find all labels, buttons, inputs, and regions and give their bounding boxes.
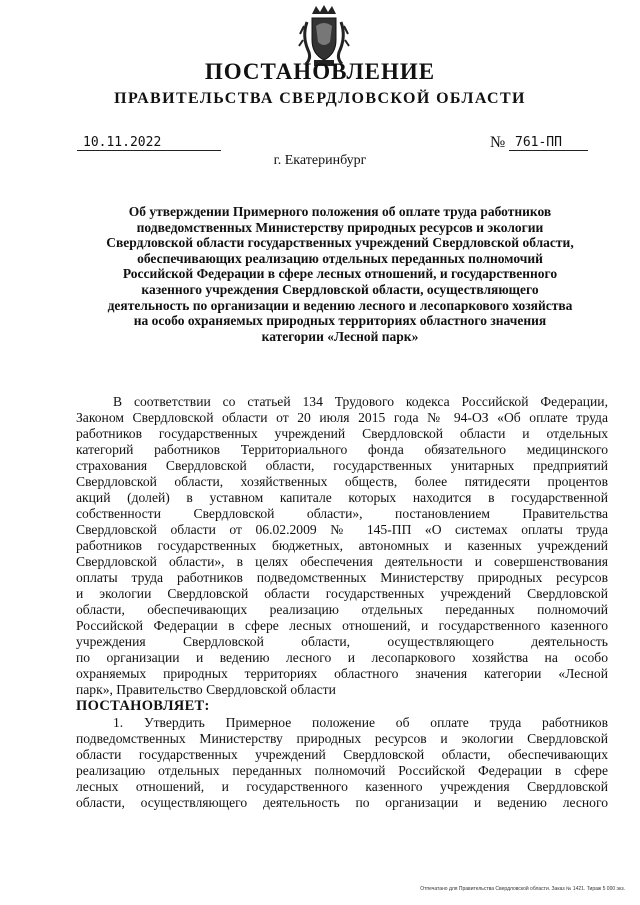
document-number: 761-ПП: [509, 134, 588, 151]
heading-line: Об утверждении Примерного положения об оплате труда работников: [128, 204, 552, 219]
heading-line: Российской Федерации в сфере лесных отношений, и государственного: [122, 266, 558, 282]
print-footer-note: Отпечатано для Правительства Свердловской области. Заказ № 1421. Тираж 5 000 экз.: [420, 886, 625, 892]
item-line: лесных отношений, и государственного казенного учреждения Свердловской: [76, 779, 608, 794]
issuing-authority: ПРАВИТЕЛЬСТВА СВЕРДЛОВСКОЙ ОБЛАСТИ: [114, 90, 526, 107]
item-line: реализацию отдельных переданных полномочий Российской Федерации в сфере: [76, 763, 608, 778]
preamble-line: работников государственных учреждений Свердловской области и отдельных: [76, 426, 608, 441]
document-title: ПОСТАНОВЛЕНИЕ: [204, 59, 436, 84]
item-line: подведомственных Министерству природных ресурсов и экологии Свердловской: [76, 731, 608, 746]
preamble-line: категорий работников Территориального фонда обязательного медицинского: [76, 442, 608, 457]
preamble-line: учреждения Свердловской области, осуществляющего деятельность: [76, 634, 608, 649]
item-line: области, осуществляющего деятельность по организации и ведению лесного: [76, 795, 608, 810]
heading-line: деятельность по организации и ведению лесного и лесопаркового хозяйства: [107, 297, 573, 313]
item-line: области государственных учреждений Свердловской области, обеспечивающих: [76, 747, 608, 762]
preamble-line: Российской Федерации в сфере лесных отношений, и государственного казенного: [76, 618, 608, 633]
preamble-line: Свердловской области», в целях обеспечения деятельности и совершенствования: [76, 554, 608, 569]
preamble-line: и экологии Свердловской области государственных учреждений Свердловской: [76, 586, 608, 601]
preamble-line: В соответствии со статьей 134 Трудового кодекса Российской Федерации,: [113, 394, 608, 409]
preamble-line: по организации и ведению лесного и лесопаркового хозяйства на особо: [76, 650, 608, 665]
heading-line: обеспечивающих реализацию отдельных переданных полномочий: [137, 250, 543, 266]
preamble-line: Свердловской области, хозяйственных обществ, более пятидесяти процентов: [76, 474, 608, 489]
preamble-line: парк», Правительство Свердловской области: [76, 682, 336, 697]
preamble-line: оплаты труда работников подведомственных Министерству природных ресурсов: [76, 570, 608, 585]
item-line: 1. Утвердить Примерное положение об оплате труда работников: [113, 715, 608, 730]
heading-line: категории «Лесной парк»: [261, 328, 419, 344]
preamble-line: страхования Свердловской области, государственных унитарных предприятий: [76, 458, 608, 473]
preamble-line: акций (долей) в уставном капитале которых находится в государственной: [76, 490, 608, 505]
heading-line: Свердловской области государственных учреждений Свердловской области,: [106, 235, 574, 251]
heading-line: на особо охраняемых природных территориях областного значения: [133, 313, 547, 329]
preamble-line: Законом Свердловской области от 20 июля 2015 года № 94-ОЗ «Об оплате труда: [76, 410, 608, 425]
number-label: №: [490, 134, 506, 151]
document-body: [76, 394, 608, 811]
decree-label: ПОСТАНОВЛЯЕТ:: [76, 698, 210, 714]
heading-line: казенного учреждения Свердловской области, осуществляющего: [141, 281, 539, 297]
preamble-line: области, обеспечивающих реализацию отдельных переданных полномочий: [76, 602, 608, 617]
preamble-line: охраняемых природных территориях областного значения категории «Лесной: [76, 666, 608, 681]
document-heading: [76, 204, 604, 344]
heading-line: подведомственных Министерству природных ресурсов и экологии: [136, 219, 544, 235]
preamble-line: Свердловской области от 06.02.2009 № 145-ПП «О системах оплаты труда: [76, 522, 608, 537]
preamble-line: собственности Свердловской области», постановлением Правительства: [76, 506, 608, 521]
preamble-line: работников государственных бюджетных, автономных и казенных учреждений: [76, 538, 608, 553]
city: г. Екатеринбург: [273, 153, 367, 168]
document-date: 10.11.2022: [77, 134, 221, 151]
